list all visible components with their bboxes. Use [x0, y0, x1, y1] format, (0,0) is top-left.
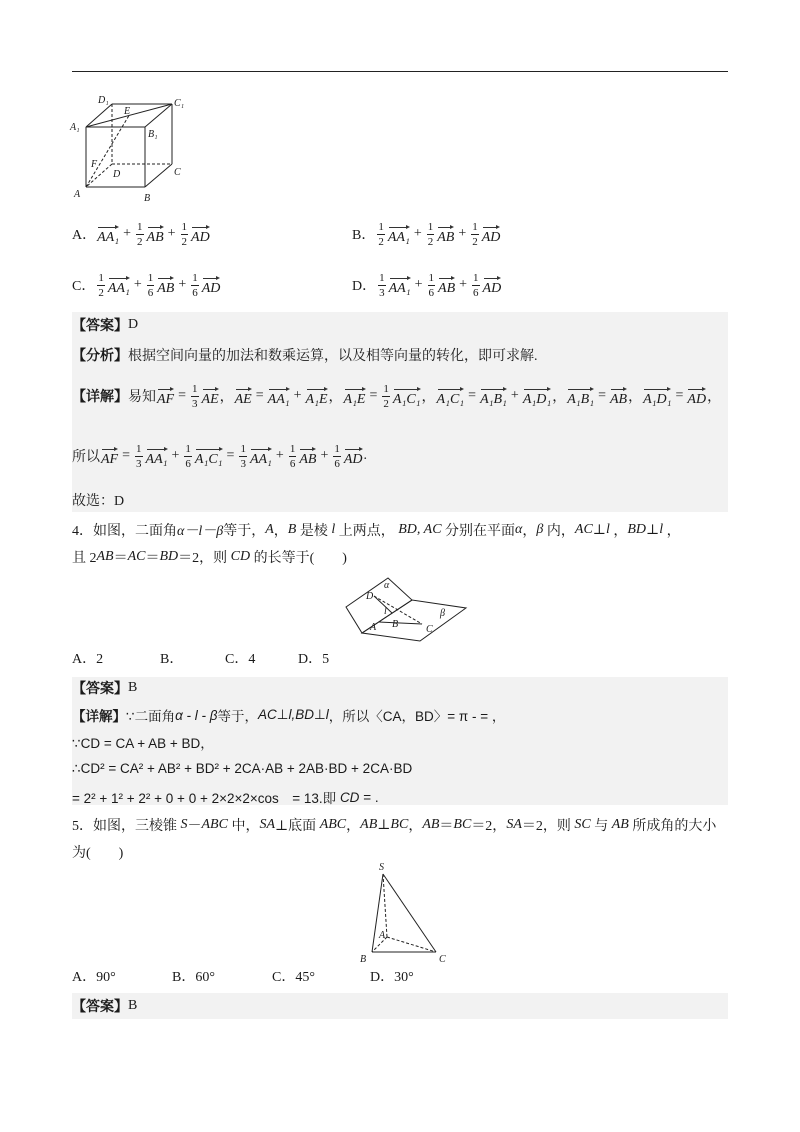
- vertex-label-c: C: [174, 167, 181, 178]
- text-run: ，: [408, 819, 423, 834]
- math-variable: CD: [230, 549, 251, 564]
- math-operator: =: [226, 448, 235, 463]
- fraction: [191, 383, 199, 410]
- text-run: ＝2，则: [521, 819, 575, 834]
- vector-term: AA₁: [146, 446, 168, 467]
- vertex-label-a: A: [379, 930, 386, 941]
- q5-option-b: B．60°: [172, 970, 215, 985]
- fraction-numerator: 1: [181, 220, 188, 233]
- text-run: D．: [352, 279, 377, 294]
- fraction-numerator: 1: [473, 271, 479, 284]
- point-label-c: C: [426, 624, 433, 635]
- math-operator: +: [275, 448, 284, 463]
- vector-term: A₁E: [306, 386, 328, 407]
- fraction: [184, 443, 192, 470]
- vector-term: AD: [483, 275, 502, 296]
- vector-term: AD: [191, 224, 210, 245]
- text-run: ，: [522, 524, 537, 539]
- math-operator: =: [369, 388, 378, 403]
- vector-term: AB: [610, 386, 627, 407]
- answer-line: [72, 313, 138, 337]
- text-run: 中，: [227, 819, 260, 834]
- detail-line-3: [72, 757, 412, 781]
- fraction-numerator: 1: [378, 220, 384, 233]
- q4-option-b: B．: [160, 652, 184, 667]
- math-variable: S: [180, 817, 188, 832]
- fraction: [428, 272, 436, 299]
- math-variable: AB: [611, 817, 629, 832]
- option-b: [352, 212, 501, 256]
- vector-term: AD: [344, 446, 363, 467]
- detail-line-1: [72, 703, 505, 727]
- text-run: 等于，: [223, 524, 266, 539]
- text-run: 等于，: [217, 709, 258, 724]
- vertex-label-c1: C₁: [174, 98, 185, 109]
- math-operator: +: [413, 226, 422, 241]
- fraction-denominator: 6: [428, 286, 435, 299]
- question-4-line-2: [72, 545, 347, 569]
- edge-ac: [387, 937, 436, 952]
- fraction: [333, 443, 341, 470]
- vertex-label-b: B: [144, 193, 151, 204]
- fraction-denominator: 6: [185, 457, 191, 470]
- fraction: [427, 221, 435, 248]
- text-run: B．: [352, 228, 376, 243]
- vector-term: AF: [101, 446, 118, 467]
- fraction: [239, 443, 247, 470]
- text-run: = .: [359, 789, 379, 805]
- vertex-label-a: A: [74, 189, 81, 200]
- detail-line: [72, 374, 721, 418]
- vertex-label-b1: B₁: [148, 129, 158, 140]
- fraction-numerator: 1: [192, 271, 198, 284]
- text-run: ，: [346, 819, 361, 834]
- math-variable: A: [265, 522, 274, 537]
- option-c: [72, 263, 221, 307]
- vector-term: AB: [299, 446, 316, 467]
- fraction-numerator: 1: [147, 271, 154, 284]
- vertex-label-d1: D₁: [98, 95, 109, 106]
- text-run: ∴CD² = CA² + AB² + BD² + 2CA·AB + 2AB·BD + 2CA·BD: [72, 761, 413, 776]
- fraction: [147, 272, 155, 299]
- math-variable: ABC: [319, 817, 347, 832]
- vector-term: AB: [157, 275, 174, 296]
- text-run: ＝2，则: [178, 551, 231, 566]
- math-variable: AC⊥l,BD⊥l: [258, 707, 329, 722]
- text-run: B: [128, 998, 138, 1013]
- fraction-numerator: 1: [379, 271, 385, 284]
- point-label-e: E: [124, 106, 131, 117]
- math-variable: BD: [627, 522, 647, 537]
- answer-line: [72, 994, 137, 1018]
- vector-term: AA₁: [389, 275, 411, 296]
- vertex-label-d: D: [113, 169, 121, 180]
- fraction-denominator: 2: [137, 235, 143, 248]
- option-d: [352, 263, 502, 307]
- text-run: ，: [273, 524, 288, 539]
- text-run: ，: [609, 524, 628, 539]
- math-variable: l: [331, 522, 336, 537]
- text-run: C．: [72, 279, 96, 294]
- vertex-label-s: S: [379, 862, 384, 873]
- text-run: ，: [707, 390, 722, 405]
- text-run: 4．如图，二面角: [72, 524, 177, 539]
- text-run: ⊥: [377, 817, 391, 833]
- fraction: [382, 383, 390, 410]
- math-operator: +: [414, 277, 423, 292]
- fraction-denominator: 6: [289, 457, 296, 470]
- math-variable: BC: [453, 817, 472, 832]
- text-run: ，: [219, 390, 234, 405]
- math-variable: BC: [390, 817, 409, 832]
- section-tag: 【详解】: [72, 390, 128, 405]
- vertex-label-c: C: [439, 954, 446, 965]
- text-run: ，: [328, 390, 343, 405]
- cube-edge: [145, 164, 172, 187]
- fraction: [97, 272, 105, 299]
- vector-term: AD: [687, 386, 706, 407]
- fraction: [191, 272, 199, 299]
- fraction-denominator: 2: [98, 286, 104, 299]
- fraction: [136, 221, 144, 248]
- fraction-denominator: 6: [473, 286, 479, 299]
- fraction-numerator: 1: [98, 271, 104, 284]
- text-run: ∵二面角: [126, 709, 176, 724]
- fraction: [378, 272, 386, 299]
- answer-line: [72, 677, 137, 699]
- text-run: ，: [628, 390, 643, 405]
- text-run: ，: [552, 390, 567, 405]
- vector-term: A₁B₁: [567, 386, 594, 407]
- text-run: B: [128, 680, 138, 695]
- math-operator: +: [167, 226, 176, 241]
- fraction-numerator: 1: [192, 382, 198, 395]
- text-run: ＝: [113, 551, 128, 566]
- fraction-denominator: 2: [427, 235, 434, 248]
- math-variable: AC: [127, 549, 146, 564]
- math-operator: =: [468, 388, 477, 403]
- math-operator: +: [171, 448, 180, 463]
- point-label-d: D: [366, 591, 374, 602]
- math-variable: ABC: [201, 817, 228, 832]
- math-variable: α－l－β: [177, 524, 224, 539]
- math-variable: AB: [422, 817, 440, 832]
- math-variable: SC: [574, 817, 591, 832]
- q5-option-d: D．30°: [370, 970, 414, 985]
- text-run: .: [363, 448, 368, 463]
- math-operator: +: [510, 388, 519, 403]
- hidden-edge: [86, 164, 112, 187]
- edge-sc: [383, 874, 436, 952]
- math-variable: l: [605, 522, 610, 537]
- q4-option-d: D．5: [298, 652, 330, 667]
- text-run: ∵CD = CA + AB + BD，: [72, 736, 214, 751]
- fraction-denominator: 2: [378, 235, 384, 248]
- math-variable: AC: [574, 522, 593, 537]
- text-run: 内，: [543, 524, 575, 539]
- math-variable: B: [287, 522, 297, 537]
- fraction-denominator: 3: [379, 286, 385, 299]
- question-4-line-1: [72, 518, 681, 542]
- vector-term: A₁D₁: [643, 386, 671, 407]
- fraction-denominator: 3: [192, 397, 198, 410]
- q5-option-a: A．90°: [72, 970, 116, 985]
- fraction: [472, 272, 480, 299]
- text-run: 分别在平面: [441, 524, 516, 539]
- vector-term: AB: [438, 275, 455, 296]
- text-run: 所以: [72, 450, 100, 465]
- fraction-denominator: 2: [472, 235, 478, 248]
- vector-term: A₁C₁: [393, 386, 421, 407]
- q4-option-c: C．4: [225, 652, 256, 667]
- fraction-denominator: 6: [147, 286, 154, 299]
- math-operator: =: [255, 388, 264, 403]
- point-label-f: F: [91, 159, 98, 170]
- math-operator: +: [320, 448, 329, 463]
- segment-ae: [86, 116, 129, 188]
- text-run: 为( ): [72, 846, 124, 861]
- edge-sa: [383, 874, 387, 937]
- math-variable: AB: [360, 817, 378, 832]
- vector-term: A₁E: [344, 386, 366, 407]
- text-run: ⊥: [592, 522, 606, 538]
- detail-line-4: [72, 785, 379, 809]
- math-variable: AB: [96, 549, 114, 564]
- fraction-numerator: 1: [334, 442, 340, 455]
- math-variable: CD: [339, 789, 360, 805]
- text-run: ，: [663, 524, 681, 539]
- question-5-line-1: [72, 813, 716, 837]
- fraction-denominator: 6: [192, 286, 198, 299]
- text-run: ＝: [439, 819, 454, 834]
- fraction-numerator: 1: [289, 442, 296, 455]
- fraction-numerator: 1: [240, 442, 246, 455]
- text-run: ，所以〈CA，BD〉= π - = ，: [328, 709, 506, 724]
- q5-option-c: C．45°: [272, 970, 315, 985]
- text-run: 根据空间向量的加法和数乘运算，以及相等向量的转化，即可求解.: [128, 349, 538, 364]
- fraction: [181, 221, 189, 248]
- text-run: ，: [421, 390, 436, 405]
- vector-term: A₁C₁: [437, 386, 465, 407]
- text-run: 与: [590, 819, 612, 834]
- vector-term: AA₁: [97, 224, 119, 245]
- text-run: 5．如图，三棱锥: [72, 819, 181, 834]
- vector-term: AE: [202, 386, 219, 407]
- therefore-line: [72, 434, 367, 478]
- vector-term: AA₁: [388, 224, 410, 245]
- math-operator: =: [178, 388, 187, 403]
- vector-term: AA₁: [250, 446, 272, 467]
- math-operator: =: [598, 388, 606, 403]
- vector-term: AE: [235, 386, 252, 407]
- math-operator: +: [458, 226, 467, 241]
- question-5-line-2: [72, 840, 123, 864]
- fraction-denominator: 2: [181, 235, 188, 248]
- math-variable: l: [659, 522, 664, 537]
- pyramid-figure: [350, 860, 450, 966]
- analysis-line: [72, 343, 538, 367]
- section-tag: 【答案】: [72, 682, 128, 697]
- plane-label-alpha: α: [384, 580, 390, 591]
- text-run: D: [128, 317, 139, 332]
- math-variable: β: [536, 522, 544, 537]
- fraction-denominator: 3: [136, 457, 142, 470]
- text-run: 故选：D: [72, 494, 125, 509]
- math-variable: α - l - β: [175, 707, 218, 723]
- point-label-b: B: [392, 619, 399, 630]
- section-tag: 【详解】: [72, 709, 126, 724]
- math-variable: α: [515, 522, 523, 537]
- math-variable: SA: [259, 817, 276, 832]
- vector-term: A₁C₁: [195, 446, 223, 467]
- edge-label-l: l: [384, 606, 387, 617]
- fraction: [135, 443, 143, 470]
- vertex-label-b: B: [360, 954, 367, 965]
- fraction-denominator: 3: [240, 457, 246, 470]
- option-a: [72, 212, 211, 256]
- fraction-numerator: 1: [136, 442, 142, 455]
- plane-label-beta: β: [440, 608, 445, 619]
- fraction-numerator: 1: [472, 220, 478, 233]
- vector-term: A₁B₁: [480, 386, 507, 407]
- section-tag: 【答案】: [72, 1000, 128, 1015]
- vector-term: AA₁: [108, 275, 130, 296]
- fraction-numerator: 1: [427, 220, 434, 233]
- text-run: 所成角的大小: [628, 819, 717, 834]
- fraction: [377, 221, 385, 248]
- math-operator: +: [459, 277, 468, 292]
- math-variable: BD, AC: [398, 522, 442, 537]
- fraction-numerator: 1: [428, 271, 435, 284]
- text-run: ＝: [145, 551, 160, 566]
- text-run: 是棱: [296, 524, 332, 539]
- text-run: A．: [72, 228, 97, 243]
- math-operator: +: [133, 277, 142, 292]
- fraction-numerator: 1: [185, 442, 191, 455]
- math-operator: +: [178, 277, 187, 292]
- header-rule: [72, 71, 728, 72]
- choice-line: [72, 488, 124, 512]
- solution-box: [72, 993, 728, 1019]
- vector-term: AA₁: [268, 386, 290, 407]
- vertex-label-a1: A₁: [70, 122, 80, 133]
- vector-term: AD: [202, 275, 221, 296]
- fraction: [471, 221, 479, 248]
- dihedral-angle-figure: [340, 574, 470, 646]
- math-variable: SA: [506, 817, 522, 832]
- math-operator: =: [122, 448, 131, 463]
- section-tag: 【分析】: [72, 349, 128, 364]
- math-operator: =: [675, 388, 684, 403]
- text-run: ⊥: [646, 522, 660, 538]
- fraction-denominator: 2: [383, 397, 389, 410]
- vector-term: AF: [157, 386, 174, 407]
- q4-option-a: A．2: [72, 652, 104, 667]
- math-operator: +: [293, 388, 302, 403]
- fraction: [289, 443, 297, 470]
- text-run: 的长等于( ): [250, 551, 347, 566]
- fraction-denominator: 6: [334, 457, 340, 470]
- detail-line-2: [72, 730, 214, 754]
- text-run: ＝2，: [471, 819, 507, 834]
- text-run: 易知: [128, 390, 156, 405]
- vector-term: AB: [147, 224, 164, 245]
- math-variable: BD: [159, 549, 179, 564]
- vector-term: A₁D₁: [523, 386, 551, 407]
- text-run: = 2² + 1² + 2² + 0 + 0 + 2×2×2×cos = 13.即: [72, 791, 340, 806]
- vector-term: AB: [437, 224, 454, 245]
- text-run: －: [187, 819, 202, 834]
- text-run: ⊥底面: [275, 819, 320, 834]
- fraction-numerator: 1: [137, 220, 143, 233]
- vector-term: AD: [482, 224, 501, 245]
- cube-figure: [68, 95, 188, 205]
- math-operator: +: [123, 226, 132, 241]
- section-tag: 【答案】: [72, 319, 128, 334]
- text-run: 上两点，: [335, 524, 399, 539]
- fraction-numerator: 1: [383, 382, 389, 395]
- text-run: 且 2: [72, 551, 97, 566]
- point-label-a: A: [370, 622, 377, 633]
